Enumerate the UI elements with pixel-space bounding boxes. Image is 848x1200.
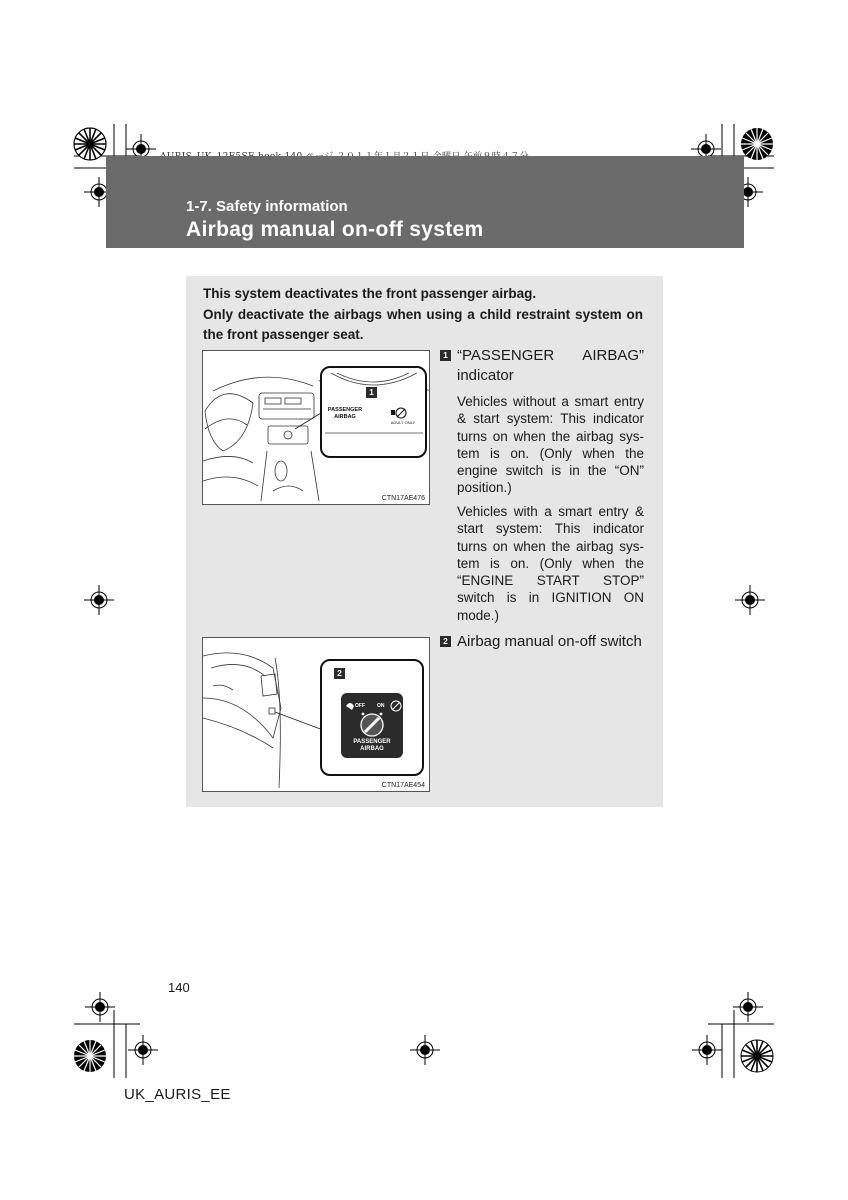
crosshair-mark — [85, 992, 115, 1022]
item-1-description-smart-entry: Vehicles with a smart entry & start system: This indicator turns on when the airbag sys-tem is on. (Only when the “ENGINE START STOP” switch is in IGNITION ON mode.) — [457, 504, 644, 623]
item-1-title — [457, 346, 644, 386]
crosshair-mark — [410, 1035, 440, 1065]
figure-dashboard-indicator — [202, 350, 430, 505]
item-1-description-no-smart-entry: Vehicles without a smart entry & start system: This indicator turns on when the airbag sys-tem is on. (Only when the engine switch is in the “ON” position.) — [457, 394, 644, 496]
intro-line-2: Only deactivate the airbags when using a child restraint system on the front passenger seat. — [203, 306, 643, 342]
dashboard-illustration — [203, 351, 430, 505]
item-2-title: Airbag manual on-off switch — [457, 633, 642, 650]
item-number-badge: 2 — [440, 636, 451, 647]
item-1-title-line-2: indicator — [457, 367, 514, 384]
sunburst-mark-top-left — [73, 127, 107, 161]
figure-badge: 1 — [366, 387, 377, 398]
switch-passenger-airbag-label — [343, 739, 401, 753]
glovebox-illustration — [203, 638, 430, 792]
page-title: Airbag manual on-off system — [186, 218, 484, 241]
crosshair-mark — [692, 1035, 722, 1065]
sunburst-mark-top-right — [740, 127, 774, 161]
figure-code: CTN17AE476 — [381, 495, 425, 502]
label-off: OFF — [355, 703, 365, 709]
section-label: 1-7. Safety information — [186, 198, 348, 215]
item-1-title-line-1: “PASSENGER AIRBAG” — [457, 347, 644, 364]
crosshair-mark — [84, 585, 114, 615]
adult-only-label: ADULT ONLY — [390, 420, 416, 425]
item-2-heading — [440, 632, 644, 652]
sunburst-mark-bottom-left — [73, 1039, 107, 1073]
item-1-heading — [440, 346, 644, 386]
figure-code: CTN17AE454 — [381, 782, 425, 789]
label-passenger: PASSENGER — [327, 407, 363, 413]
intro-text — [203, 284, 643, 346]
page-number: 140 — [168, 980, 190, 995]
label-passenger: PASSENGER — [353, 739, 391, 745]
crosshair-mark — [128, 1035, 158, 1065]
label-airbag: AIRBAG — [360, 746, 384, 752]
intro-line-1: This system deactivates the front passenger airbag. — [203, 286, 537, 301]
document-code: UK_AURIS_EE — [124, 1086, 231, 1103]
figure-badge: 2 — [334, 668, 345, 679]
label-on: ON — [377, 703, 385, 709]
sunburst-mark-bottom-right — [740, 1039, 774, 1073]
figure-airbag-switch — [202, 637, 430, 792]
item-number-badge: 1 — [440, 350, 451, 361]
passenger-airbag-label — [327, 407, 363, 420]
crosshair-mark — [733, 992, 763, 1022]
crosshair-mark — [735, 585, 765, 615]
label-airbag: AIRBAG — [334, 413, 356, 420]
